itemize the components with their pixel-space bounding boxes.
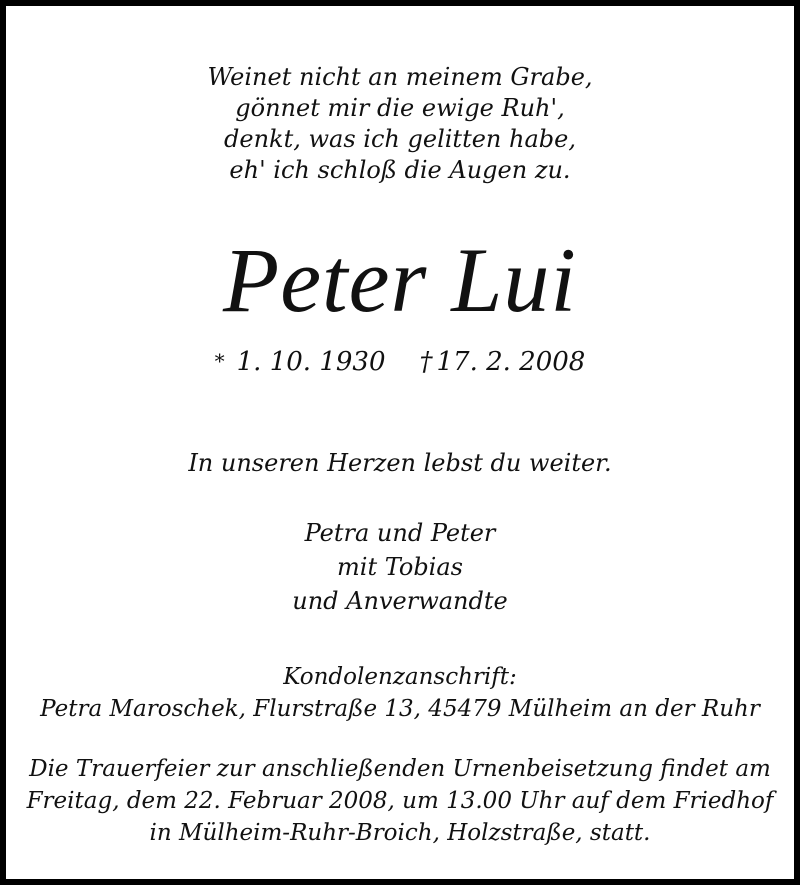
birth-star-icon: * — [214, 349, 225, 373]
motto: In unseren Herzen lebst du weiter. — [188, 449, 612, 477]
poem-line: gönnet mir die ewige Ruh', — [235, 94, 565, 122]
funeral-line: in Mülheim-Ruhr-Broich, Holzstraße, statt. — [149, 820, 651, 846]
mourner-line: Petra und Peter — [304, 519, 496, 547]
funeral-line: Freitag, dem 22. Februar 2008, um 13.00 Uhr auf dem Friedhof — [26, 788, 774, 814]
poem-line: Weinet nicht an meinem Grabe, — [207, 63, 593, 91]
condolence-address: Petra Maroschek, Flurstraße 13, 45479 Mülheim an der Ruhr — [40, 696, 760, 722]
birth-date: 1. 10. 1930 — [236, 347, 386, 377]
death-date: 17. 2. 2008 — [436, 347, 586, 377]
mourner-line: und Anverwandte — [292, 587, 508, 615]
death-cross-icon: † — [419, 347, 433, 377]
deceased-name: Peter Lui — [223, 229, 577, 331]
life-dates — [12, 349, 788, 375]
poem-line: denkt, was ich gelitten habe, — [224, 125, 576, 153]
funeral-line: Die Trauerfeier zur anschließenden Urnenbeisetzung findet am — [29, 756, 771, 782]
condolence-label: Kondolenzanschrift: — [283, 664, 517, 690]
mourner-line: mit Tobias — [337, 553, 463, 581]
poem-line: eh' ich schloß die Augen zu. — [229, 156, 571, 184]
